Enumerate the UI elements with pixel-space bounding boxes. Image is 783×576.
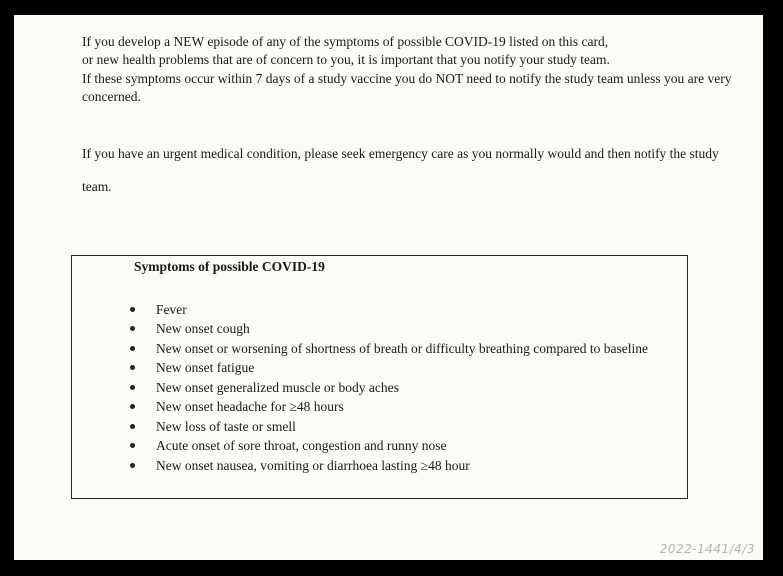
notice-line-2: or new health problems that are of concern to you, it is important that you notify your study team. bbox=[82, 52, 610, 67]
urgent-line-1: If you have an urgent medical condition, please seek emergency care as you normally would and then notify the study bbox=[82, 146, 719, 161]
notice-line-3: If these symptoms occur within 7 days of a study vaccine you do NOT need to notify the study team unless you are very bbox=[82, 71, 732, 86]
symptoms-box: Symptoms of possible COVID-19 Fever New onset cough New onset or worsening of shortness of breath or difficulty breathing compared to baseline New onset fatigue New onset generalized muscle or body aches New onset headache for ≥48 hours New loss of taste or smell Acute onset of sore throat, congestion and runny nose New onset nausea, vomiting or diarrhoea lasting ≥48 hour bbox=[71, 255, 688, 499]
bullet-icon bbox=[130, 424, 135, 429]
bullet-icon bbox=[130, 307, 135, 312]
bullet-icon bbox=[130, 404, 135, 409]
bullet-icon bbox=[130, 326, 135, 331]
bullet-icon bbox=[130, 443, 135, 448]
urgent-line-2: team. bbox=[82, 179, 112, 194]
bullet-icon bbox=[130, 365, 135, 370]
bullet-icon bbox=[130, 346, 135, 351]
symptoms-title: Symptoms of possible COVID-19 bbox=[134, 259, 325, 274]
notice-line-4: concerned. bbox=[82, 89, 141, 104]
info-card bbox=[14, 15, 763, 560]
bullet-icon bbox=[130, 385, 135, 390]
accession-number: 2022-1441/4/3 bbox=[659, 542, 755, 556]
bullet-icon bbox=[130, 463, 135, 468]
notice-line-1: If you develop a NEW episode of any of the symptoms of possible COVID-19 listed on this card, bbox=[82, 34, 609, 49]
